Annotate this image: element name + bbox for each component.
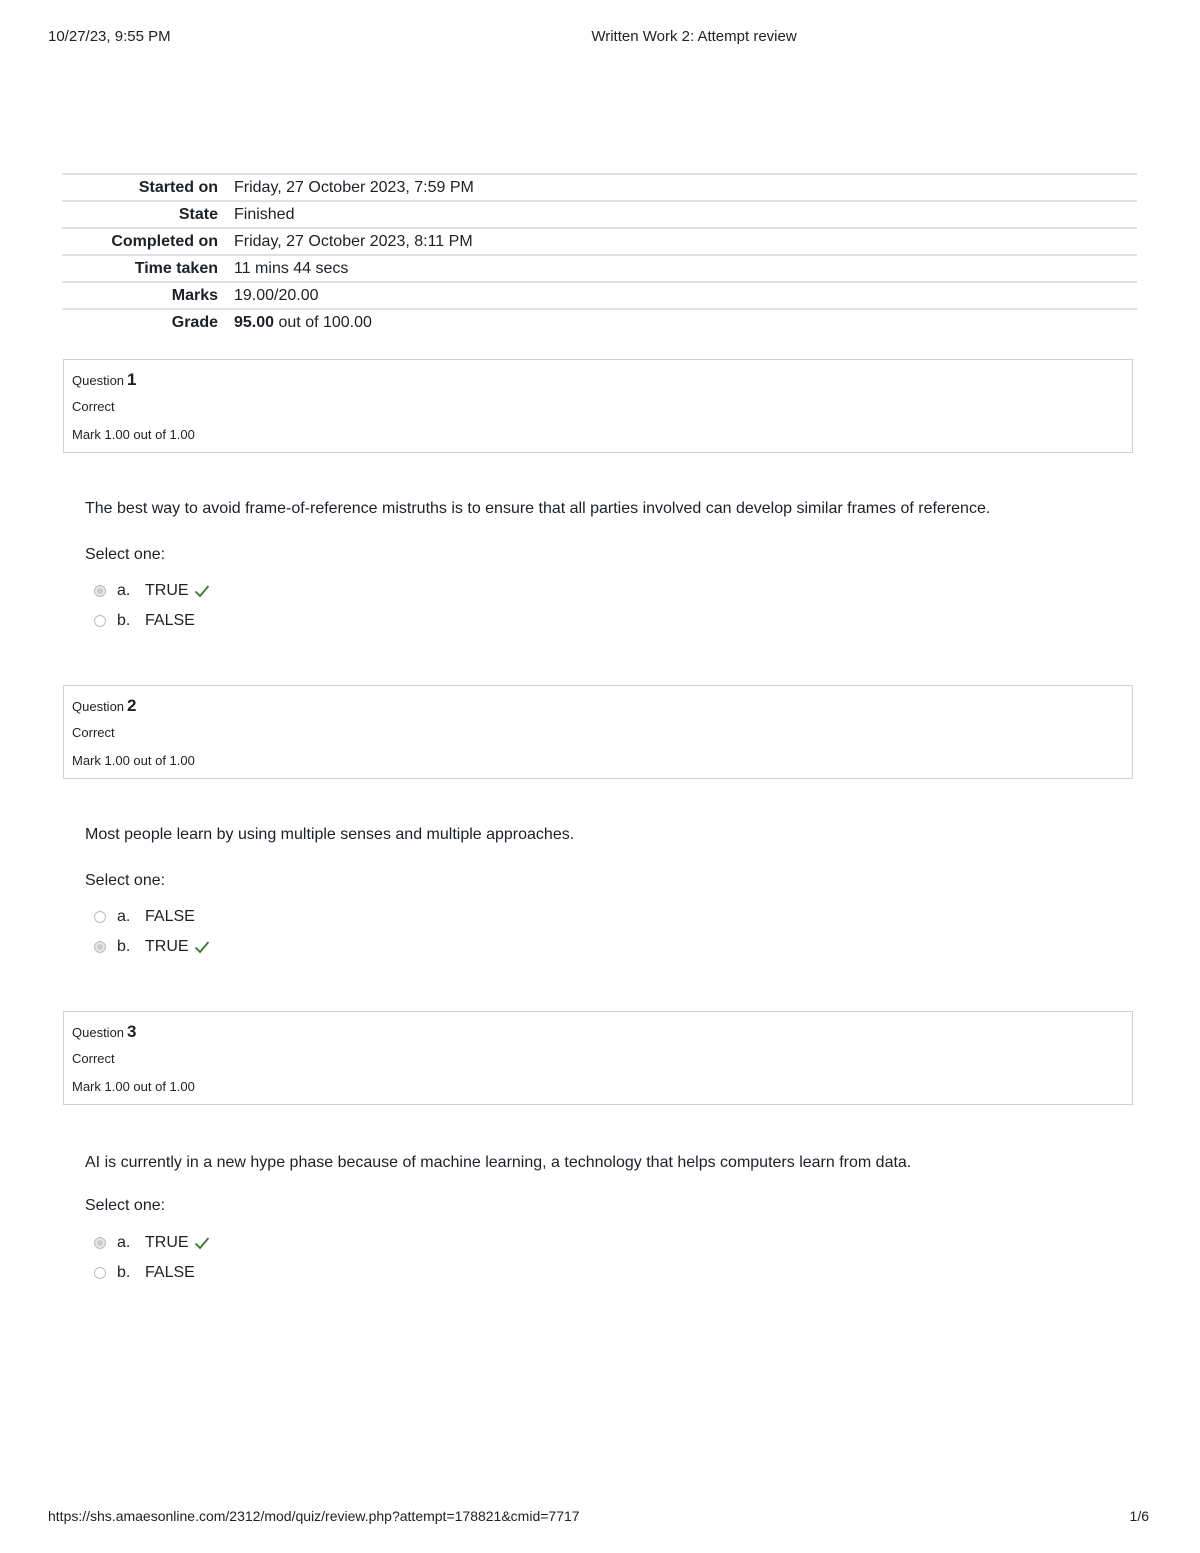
- radio-button[interactable]: [94, 911, 106, 923]
- select-one-prompt: Select one:: [85, 546, 166, 563]
- question-number: [72, 1022, 137, 1042]
- grade-value: 95.00: [234, 314, 275, 331]
- grade-value-cell: [234, 309, 1137, 336]
- select-one-prompt: Select one:: [85, 872, 166, 889]
- question-number-value: 3: [127, 1022, 137, 1041]
- summary-row-started: [62, 174, 1137, 201]
- started-on-value: Friday, 27 October 2023, 7:59 PM: [234, 178, 474, 196]
- print-footer: [0, 1508, 1200, 1528]
- answer-label: FALSE: [145, 612, 195, 629]
- radio-button[interactable]: [94, 941, 106, 953]
- time-taken-label: Time taken: [134, 259, 218, 277]
- select-one-prompt: Select one:: [85, 1197, 166, 1214]
- question-number-value: 2: [127, 696, 137, 715]
- print-page-title: Written Work 2: Attempt review: [591, 28, 797, 45]
- attempt-summary-table: [62, 173, 1137, 336]
- answer-option[interactable]: [94, 906, 195, 928]
- question-mark: Mark 1.00 out of 1.00: [72, 1079, 195, 1094]
- completed-on-label: Completed on: [111, 232, 218, 250]
- summary-row-state: [62, 201, 1137, 228]
- answer-label: FALSE: [145, 1264, 195, 1281]
- radio-button[interactable]: [94, 1237, 106, 1249]
- question-text: AI is currently in a new hype phase because of machine learning, a technology that helps computers learn from data.: [85, 1154, 912, 1171]
- time-taken-value: 11 mins 44 secs: [234, 259, 349, 277]
- question-state: Correct: [72, 725, 115, 740]
- state-value: Finished: [234, 205, 295, 223]
- answer-label: TRUE: [145, 938, 189, 955]
- answer-option[interactable]: [94, 610, 195, 632]
- question-info-box: [63, 685, 1133, 779]
- question-number: [72, 370, 137, 390]
- answer-label: TRUE: [145, 1234, 189, 1251]
- marks-value: 19.00/20.00: [234, 286, 319, 304]
- marks-label: Marks: [171, 286, 218, 304]
- radio-button[interactable]: [94, 1267, 106, 1279]
- answer-letter: a.: [117, 582, 131, 599]
- answer-letter: a.: [117, 1234, 131, 1251]
- question-text: The best way to avoid frame-of-reference mistruths is to ensure that all parties involved can develop similar frames of reference.: [85, 500, 991, 517]
- answer-option[interactable]: [94, 936, 210, 958]
- question-state: Correct: [72, 1051, 115, 1066]
- grade-suffix: out of 100.00: [278, 314, 372, 331]
- summary-row-grade: [62, 309, 1137, 336]
- answer-option[interactable]: [94, 1262, 195, 1284]
- started-on-label: Started on: [138, 178, 218, 196]
- state-label: State: [178, 205, 218, 223]
- print-page-number: 1/6: [1129, 1508, 1149, 1524]
- print-date: 10/27/23, 9:55 PM: [48, 28, 171, 45]
- question-mark: Mark 1.00 out of 1.00: [72, 753, 195, 768]
- correct-check-icon: [194, 1236, 210, 1250]
- answer-label: FALSE: [145, 908, 195, 925]
- question-info-box: [63, 359, 1133, 453]
- answer-letter: a.: [117, 908, 131, 925]
- question-info-box: [63, 1011, 1133, 1105]
- question-number-value: 1: [127, 370, 137, 389]
- radio-button[interactable]: [94, 615, 106, 627]
- question-label: Question: [72, 1025, 125, 1040]
- summary-row-time: [62, 255, 1137, 282]
- summary-row-marks: [62, 282, 1137, 309]
- summary-row-completed: [62, 228, 1137, 255]
- question-label: Question: [72, 373, 125, 388]
- answer-letter: b.: [117, 1264, 131, 1281]
- correct-check-icon: [194, 584, 210, 598]
- answer-letter: b.: [117, 938, 131, 955]
- grade-label: Grade: [171, 314, 218, 331]
- answer-option[interactable]: [94, 1232, 210, 1254]
- question-text: Most people learn by using multiple senses and multiple approaches.: [85, 826, 575, 843]
- question-mark: Mark 1.00 out of 1.00: [72, 427, 195, 442]
- correct-check-icon: [194, 940, 210, 954]
- radio-button[interactable]: [94, 585, 106, 597]
- question-number: [72, 696, 137, 716]
- answer-option[interactable]: [94, 580, 210, 602]
- completed-on-value: Friday, 27 October 2023, 8:11 PM: [234, 232, 473, 250]
- print-header: [0, 28, 1200, 48]
- answer-label: TRUE: [145, 582, 189, 599]
- question-label: Question: [72, 699, 125, 714]
- answer-letter: b.: [117, 612, 131, 629]
- print-url: https://shs.amaesonline.com/2312/mod/quiz/review.php?attempt=178821&cmid=7717: [48, 1508, 580, 1524]
- question-state: Correct: [72, 399, 115, 414]
